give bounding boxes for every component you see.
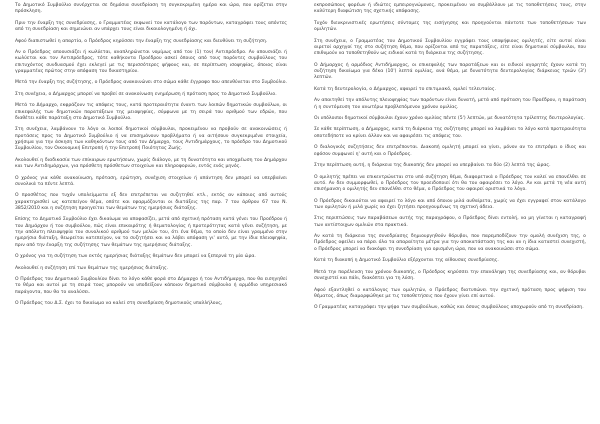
paragraph: Μετά την έναρξη της συζήτησης, ο Πρόεδρος ανακοινώνει στο σώμα κάθε έγγραφο που απευθύνεται στο Συμβούλιο. [15, 80, 288, 86]
paragraph: Κατά τη διακοπή η Δημοτικό Συμβούλιο εξέρχονται της αίθουσας συνεδρίασης. [314, 258, 499, 264]
paragraph: Μετά το Δήμαρχο, εκφράζουν τις απόψεις τους, κατά προτεραιότητα έναντι των λοιπών δημοτικών συμβούλων, οι επικεφαλής των δημοτικών παρατάξεων της μειοψηφίας, σύμφωνα με τη σειρά του αριθμού των εδρών, που διαθέτει κάθε παράταξη στο Δημοτικό Συμβούλιο. [15, 103, 287, 121]
paragraph: Ο διαλογικός συζητήσεις δεν επιτρέπονται. Διακοπή ομιλητή μπορεί να γίνει, μόνον αν το επιτρέψει ο ίδιος και εφόσον συμφωνεί η' αυτή και ο Πρόεδρος. [314, 145, 586, 157]
paragraph: Στη συνέχεια, ο Γραμματέας του Δημοτικού Συμβουλίου εγγράφει τους υποψήφιους ομιλητές, είτε αυτοί είναι αιρετοί αρχηγοί της στο συζήτηση θέμα, που ορίζονται από τις παρατάξεις, είτε είναι δημοτικοί σύμβουλοι, που επιθυμούν να τοποθετηθούν ως ειδικοί κατά τη διάρκεια της συζήτησης. [314, 38, 586, 57]
paragraph: Αφού διαπιστωθεί η απαρτία, ο Πρόεδρος κηρύσσει την έναρξη της συνεδρίασης και διευθύνει τη συζήτηση. [15, 38, 268, 44]
paragraph: Ο Πρόεδρος του Δ.Σ. έχει το δικαίωμα να καλεί στη συνεδρίαση δημοτικούς υπαλλήλους, [15, 301, 223, 307]
paragraph: Σε κάθε περίπτωση, ο Δήμαρχος, κατά τη διάρκεια της συζήτησης μπορεί να λαμβάνει το λόγο κατά προτεραιότητα οποτεδήποτε να κρίνει άλλον και να αφαιρέσει τις απόψεις του. [314, 127, 586, 139]
paragraph: Μετά την παρέλευση του χρόνου διακοπής, ο Πρόεδρος κηρύσσει την επανάληψη της συνεδρίασης και, αν θόρυβοι συνεχιστεί και πάλι, διακόπτει για τη λύση. [314, 269, 586, 282]
paragraph: Ο χρόνος για κάθε ανακοίνωση, πρόταση, ερώτηση, συνέχιση στοιχείων ή απάντηση δεν μπορεί να υπερβαίνει συνολικά τα πέντε λεπτά. [15, 175, 287, 187]
paragraph: Κατά τη δευτερολογία, ο Δήμαρχος, αφαιρεί το επιτιμιακό, ομιλεί τελευταίος. [314, 86, 497, 92]
left-column [15, 3, 287, 313]
paragraph: Οι υπόλοιποι δημοτικοί σύμβουλοι έχουν χρόνο ομιλίας πέντε (5') λεπτών, με δυνατότητα τρίλεπτης δευτερολογίας. [314, 115, 585, 121]
paragraph: Στη συνέχεια, λαμβάνουν το λόγο οι λοιποί δημοτικοί σύμβουλοι, προκειμένου να προβούν σε ανακοινώσεις ή προτάσεις προς το Δημοτικό Συμβούλιο ή να επισημάνουν προβλήματα ή να αιτήσουν συγκεκριμένα στοιχεία, χρήσιμα για την άσκηση των καθηκόντων τους από τον Δήμαρχο, τους Αντιδημάρχους, το πρόεδρο του Δημοτικού Συμβουλίου, τον Οικονομική Επιτροπή ή την Επιτροπή Ποιότητας Ζωής. [15, 127, 287, 152]
paragraph: Αν απαιτηθεί την απόλυτης πλειοψηφίας των παρόντων είναι δυνατή, μετά από πρόταση του Προέδρου, η παράταση ή η συντόμευση του ανωτέρω προβλεπόμενου χρόνου ομιλίας. [314, 98, 586, 110]
paragraph: Ο Πρόεδρος του Δημοτικού Συμβουλίου δίνει το λόγο κάθε φορά στο Δήμαρχο ή τον Αντιδήμαρχο, που θα εισηγηθεί το θέμα και αυτοί με τη σειρά τους μπορούν να υποδείξουν κάποιον δημοτικό σύμβουλο ή αρμόδιο υπηρεσιακό παράγοντα, που θα το αναλύσει. [15, 277, 287, 295]
paragraph: Στη συνέχεια, ο Δήμαρχος μπορεί να προβεί σε ανακοίνωση ενημέρωση ή πρόταση προς το Δημοτικό Συμβούλιο. [15, 91, 277, 97]
paragraph: Ο χρόνος για τη συζήτηση των εκτός ημερήσιας διάταξης θεμάτων δεν μπορεί να ξεπερνά τη μία ώρα. [15, 254, 256, 260]
paragraph: Στις περιπτώσεις των παραβάσεων αυτής της παραγράφου, ο Πρόεδρος δίνει εντολή, να μη γίνεται η καταγραφή των αντίστοιχων ομιλιών στα πρακτικά. [314, 216, 586, 228]
paragraph: Επίσης το Δημοτικό Συμβούλιο έχει δικαίωμα να αποφασίζει, μετά από σχετική πρόταση κατά γένει του Προέδρου ή του Δημάρχου ή του συμβούλου, πώς είναι επικαιρότης ή θεματολογίας ή προτερότητας κατά γένει συζήτηση, με την απόλυτη πλειοψηφία του συνολικού αριθμού των μελών του, ότι ένα θέμα, το οποίο δεν είναι γραμμένο στην ημερήσια διάταξη, θεωρείται κατεπείγον, να το συζητήσει και να λάβει απόφαση γι' αυτό, με την ίδια πλειοψηφία, πριν από την έναρξη της συζήτησης των θεμάτων της ημερήσιας διάταξης. [15, 217, 287, 248]
paragraph: Αν κατά τη διάρκεια της συνεδρίασης δημιουργηθούν θόρυβοι, που παρεμποδίζουν την ομαλή συνέχιση της, ο Πρόεδρος οφείλει να πάρει όλα τα απαραίτητα μέτρα για την αποκατάσταση της και αν η ίδια καταστεί συνεχιστή, ο Πρόεδρος μπορεί να διακόψει τη συνεδρίαση για ορισμένη ώρα, που να ανακοινώσει στο σώμα. [314, 234, 586, 252]
paragraph: Στην περίπτωση αυτή, η διάρκεια της διακοπής δεν μπορεί να υπερβαίνει τα δύο (2) λεπτά της ώρας. [314, 163, 551, 169]
paragraph: Ο Γραμματέας καταγράφει την ψήφο των συμβούλων, καθώς και όσους συμβούλους αποχωρούν από τη συνεδρίαση. [314, 305, 584, 311]
paragraph: Αφού εξαντληθεί ο κατάλογος των ομιλητών, ο Πρόεδρος διατυπώνει την σχετική πρόταση προς ψήφιση του θέματος, όπως διαμορφώθηκε με τις τοποθετήσεις που έχουν γίνει επί αυτού. [314, 287, 586, 299]
paragraph: Αν ο Πρόεδρος αποουσιάζει ή κωλύεται, αναπληρώνεται νομίμως από τον (1) τον) Αντιπρόεδρο. Αν απουσιάζει ή κωλύεται και τον Αντιπρόεδρος, τότε καθήκοντα Προέδρου ασκεί όποιος από τους παρόντες συμβούλους του επιτυχόντος συνδυασμού έχει εκλεγεί με τις περισσότερες ψήφους και, σε περίπτωση ισοψηφίας, όποιος είναι γραμματέας πρώτος στην απόφαση του δικαστηρίου. [15, 50, 287, 74]
paragraph: Ο Πρόεδρος δικαιούται να αφαιρεί το λόγο και από όποιον μιλά αυθαίρετα, χωρίς να έχει εγγραφεί στον κατάλογο των ομιλητών ή μιλά χωρίς να έχει ζητήσει προηγουμένως τη σχετική άδεια. [314, 198, 586, 210]
paragraph: Ο ομιλητής πρέπει να επικεντρώνεται στο υπό συζήτηση θέμα, διαφορετικά ο Πρόεδρος του καλεί να επανέλθει σε αυτό. Αν δεν συμμορφωθεί, ο Πρόεδρος τον προειδοποιεί ότι θα του αφαιρέσει το λόγο. Αν και μετά τη νέα αυτή επισήμανση ο ομιλητής δεν επανέλθει στο θέμα, ο Πρόεδρος του αφαιρεί οριστικά το λόγο. [314, 174, 586, 193]
paragraph: Το Δημοτικό Συμβούλιο συνέρχεται σε δημόσια συνεδρίαση τη συγκεκριμένη ημέρα και ώρα, που ορίζεται στην πρόσκληση. [15, 3, 287, 15]
paragraph: Ο προσθέτος που τυχόν υπολείμματα εξ δεν επιτρέπεται να συζητηθεί κτλ., εκτός αν κάποιος από αυτούς χαρακτηρισθεί ως κατεπείγον θέμα, οπότε και εφαρμόζονται οι διατάξεις της παρ. 7 του άρθρου 67 του Ν. 3852/2010 και η συζήτηση προηγείται των θεμάτων της ημερήσιας διάταξης. [15, 193, 287, 211]
paragraph: Ακολουθεί η συζήτηση επί των θεμάτων της ημερήσιας διάταξης. [15, 265, 169, 271]
paragraph: εκπροσώπους φορέων ή ιδιώτες εμπειρογνώμονες, προκειμένου να συμβάλλουν με τις τοποθετήσεις τους, στην καλύτερη διαφώτιση της σχετικής απόφασης. [314, 3, 586, 15]
paragraph: Ο Δήμαρχος ή αρμόδιος Αντιδήμαρχος, οι επικεφαλής των παρατάξεων και οι ειδικοί αγορητές έχουν κατά τη συζήτηση δικαίωμα για δέκα (10') λεπτά ομιλίας, ανά θέμα, με δυνατότητα δευτερολογίας διάρκειας τριών (3') λεπτών. [314, 62, 586, 81]
paragraph: Πριν την έναρξη της συνεδρίασης, ο Γραμματέας εκφωνεί τον κατάλογο των παρόντων, καταγράφει τους απόντες από τη συνεδρίαση και σημειώνει αν υπάρχει τους είναι δικαιολογημένη ή όχι. [15, 20, 287, 33]
paragraph: Τυχόν διευκρινιστικές ερωτήσεις σύντομες της εισήγησης και προηγούνται πάντοτε των τοποθετήσεων των ομιλητών. [314, 20, 586, 33]
paragraph: Ακολουθεί η διαδικασία των επίκαιρων ερωτήσεων, χωρίς διάλογο, με τη δυνατότητα και υποχρέωση του Δημάρχου και των Αντιδημάρχων, για πρόσθετη πρόσθετων στοιχείων και πληροφοριών, εντός ενός μηνός. [15, 157, 287, 170]
right-column [314, 3, 586, 317]
